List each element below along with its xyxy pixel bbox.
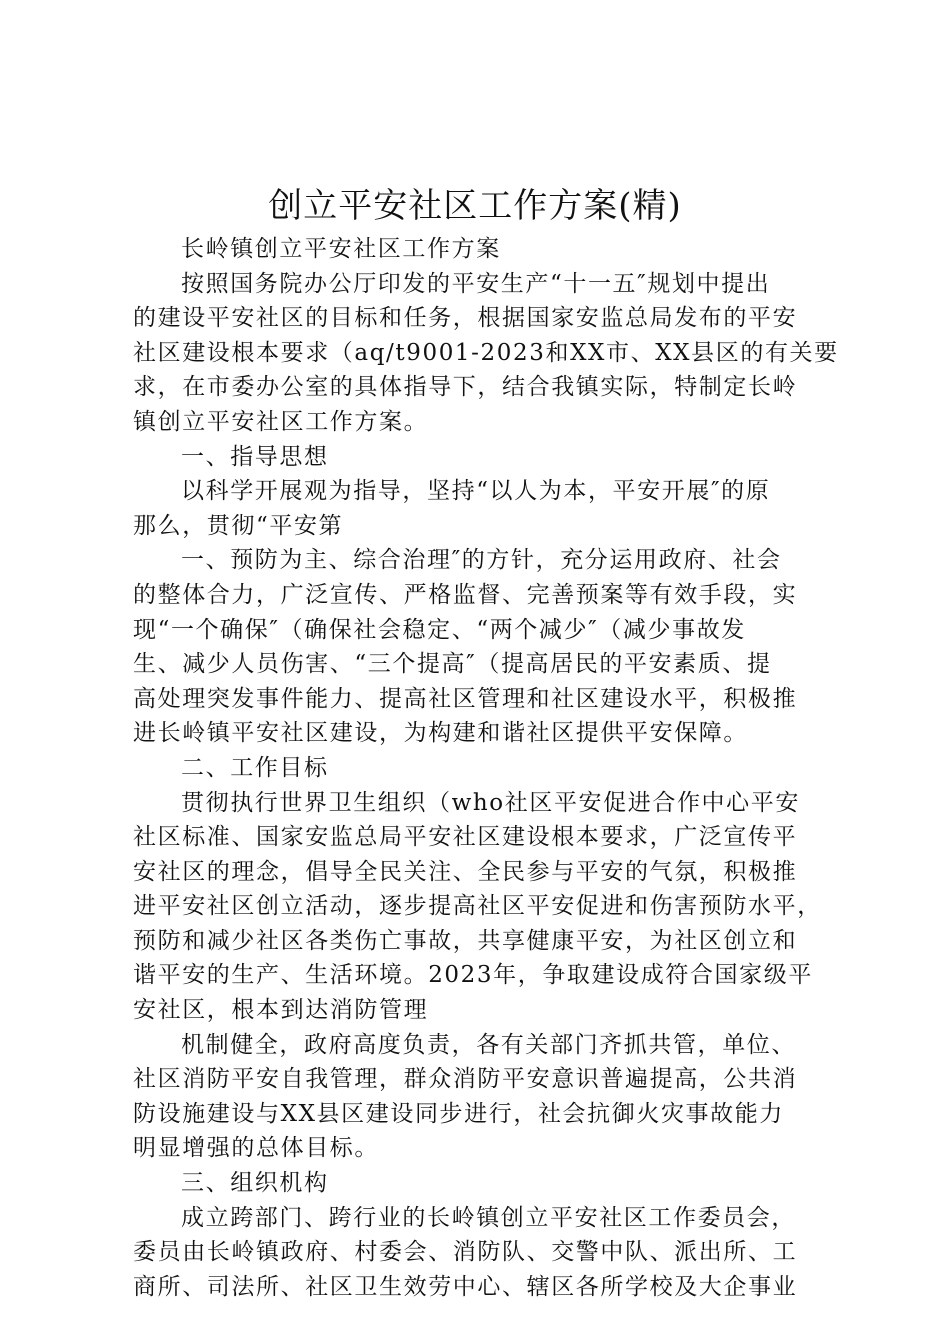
paragraph-line: 以科学开展观为指导，坚持“以人为本，平安开展″的原 xyxy=(181,478,771,505)
paragraph-line: 社区消防平安自我管理，群众消防平安意识普遍提高，公共消 xyxy=(133,1066,798,1093)
paragraph-line: 镇创立平安社区工作方案。 xyxy=(133,408,429,435)
paragraph-line: 一、预防为主、综合治理″的方针，充分运用政府、社会 xyxy=(181,547,782,574)
paragraph-line: 长岭镇创立平安社区工作方案 xyxy=(181,236,501,262)
paragraph-line: 明显增强的总体目标。 xyxy=(133,1135,379,1162)
paragraph-line: 进长岭镇平安社区建设，为构建和谐社区提供平安保障。 xyxy=(133,720,748,747)
paragraph-line: 那么，贯彻“平安第 xyxy=(133,512,344,539)
paragraph-line: 求，在市委办公室的具体指导下，结合我镇实际，特制定长岭 xyxy=(133,374,798,401)
paragraph-line: 成立跨部门、跨行业的长岭镇创立平安社区工作委员会， xyxy=(181,1204,796,1231)
paragraph-line: 社区标准、国家安监总局平安社区建设根本要求，广泛宣传平 xyxy=(133,824,798,851)
paragraph-line: 现“一个确保″（确保社会稳定、“两个减少″（减少事故发 xyxy=(133,616,746,643)
paragraph-line: 进平安社区创立活动，逐步提高社区平安促进和伤害预防水平， xyxy=(133,893,822,920)
document-body xyxy=(133,232,839,1304)
paragraph-line: 的建设平安社区的目标和任务，根据国家安监总局发布的平安 xyxy=(133,305,798,332)
paragraph-line: 社区建设根本要求（aq/t9001-2023和XX市、XX县区的有关要 xyxy=(133,339,839,366)
paragraph-line: 贯彻执行世界卫生组织（who社区平安促进合作中心平安 xyxy=(181,789,800,816)
paragraph-line: 安社区，根本到达消防管理 xyxy=(133,997,429,1024)
paragraph-line: 生、减少人员伤害、“三个提高″（提高居民的平安素质、提 xyxy=(133,651,772,678)
section-heading: 一、指导思想 xyxy=(181,443,329,470)
paragraph-line: 防设施建设与XX县区建设同步进行，社会抗御火灾事故能力 xyxy=(133,1100,784,1127)
section-heading: 三、组织机构 xyxy=(181,1170,329,1197)
paragraph-line: 的整体合力，广泛宣传、严格监督、完善预案等有效手段，实 xyxy=(133,581,798,608)
paragraph-line: 委员由长岭镇政府、村委会、消防队、交警中队、派出所、工 xyxy=(133,1239,798,1266)
paragraph-line: 高处理突发事件能力、提高社区管理和社区建设水平，积极推 xyxy=(133,685,798,712)
paragraph-line: 安社区的理念，倡导全民关注、全民参与平安的气氛，积极推 xyxy=(133,858,798,885)
paragraph-line: 商所、司法所、社区卫生效劳中心、辖区各所学校及大企事业 xyxy=(133,1273,798,1300)
paragraph-line: 预防和减少社区各类伤亡事故，共享健康平安，为社区创立和 xyxy=(133,927,798,954)
paragraph-line: 机制健全，政府高度负责，各有关部门齐抓共管，单位、 xyxy=(181,1031,796,1058)
section-heading: 二、工作目标 xyxy=(181,754,329,781)
paragraph-line: 谐平安的生产、生活环境。2023年，争取建设成符合国家级平 xyxy=(133,962,813,989)
document-title: 创立平安社区工作方案(精) xyxy=(268,186,682,226)
paragraph-line: 按照国务院办公厅印发的平安生产“十一五″规划中提出 xyxy=(181,270,771,297)
